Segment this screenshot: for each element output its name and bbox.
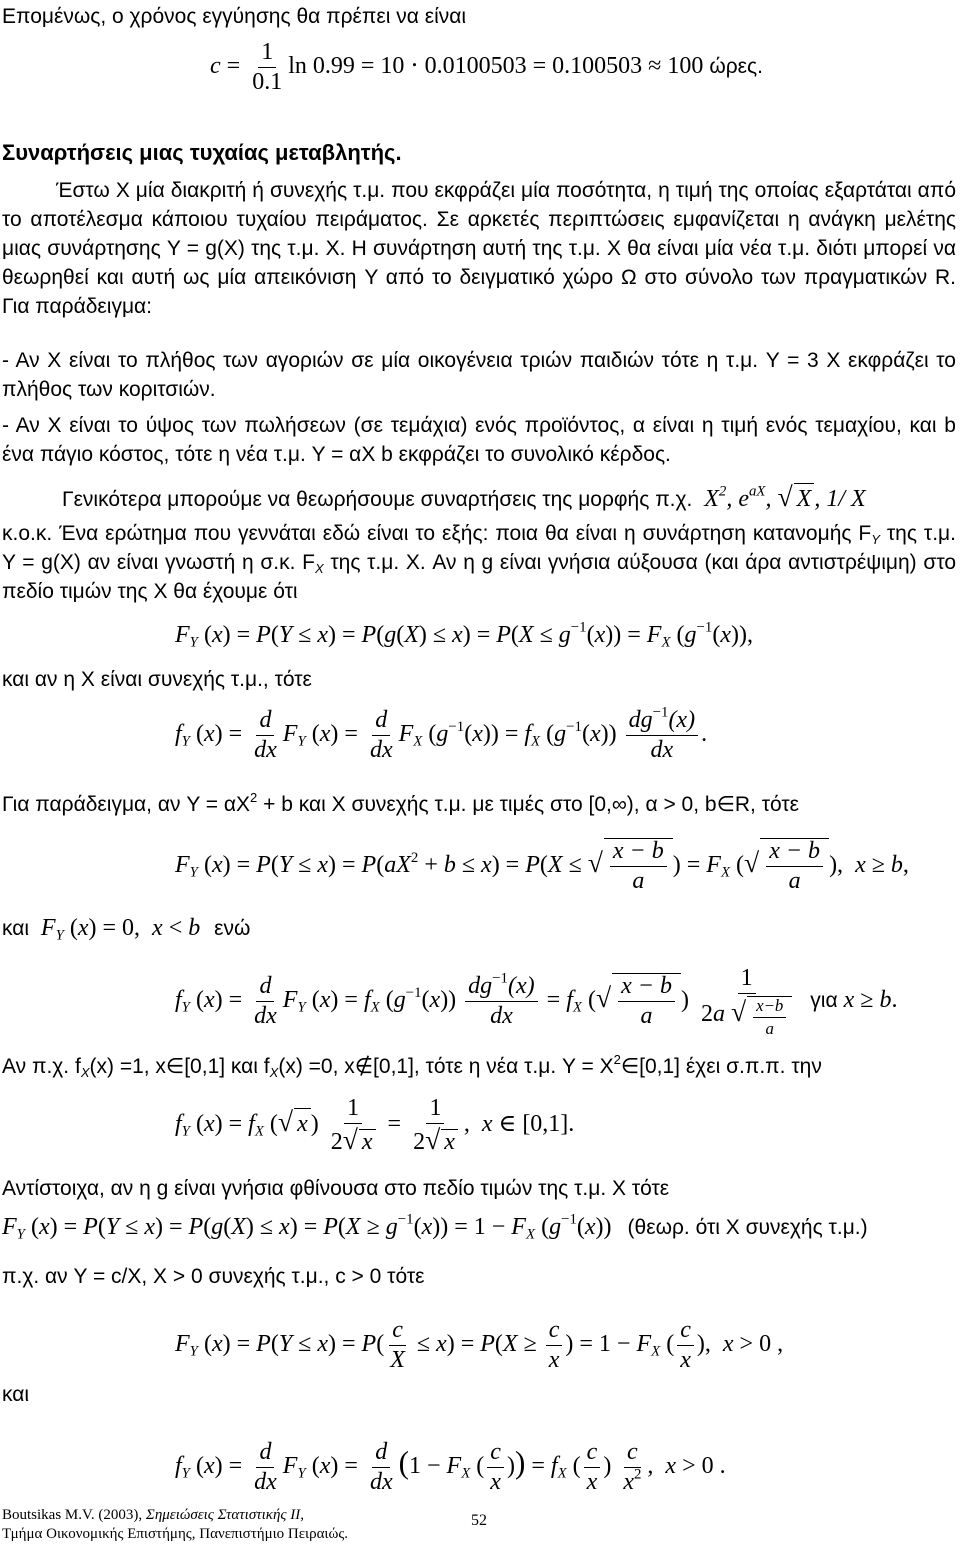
paragraph-cdf-zero: και $F_Y$ (x) = 0, x < b ενώ — [2, 915, 251, 944]
paragraph-continuous: και αν η X είναι συνεχής τ.μ., τότε — [2, 668, 312, 691]
uniform-sub-2: X — [269, 1064, 279, 1080]
continuous-note: (θεωρ. ότι X συνεχής τ.μ.) — [627, 1216, 868, 1239]
question-part-1: κ.ο.κ. Ένα ερώτημα που γεννάται εδώ είναι το εξής: ποια θα είναι η συνάρτηση κατανομής F — [2, 522, 872, 545]
page-number: 52 — [471, 1512, 487, 1529]
equation-pdf-example: $f_Y$ (x) = $\frac{d}{dx}$ $F_Y$ $(x) = f_X$ $(g^{-1}(x))$ $\frac{dg^{-1}(x)}{dx}$ = $f_X$ (√ $\frac{x - b}{a}$ ) 1 2a √ $\frac{x-b}{a}$ για x ≥ b. — [175, 965, 898, 1038]
footer-author: Boutsikas M.V. (2003), — [2, 1507, 143, 1523]
quadratic-sup: 2 — [250, 789, 258, 805]
quadratic-part-1: Για παράδειγμα, αν Y = αX — [2, 793, 251, 816]
question-part-2: της τ.μ. Y = g(X) αν είναι γνωστή η σ.κ. F — [2, 522, 956, 574]
equation-pdf-increasing: $f_Y$ (x) = $\frac{d}{dx}$ $F_Y$ (x) = $\frac{d}{dx}$ $F_X$ $(g^{-1}(x)) = f_X$ $(g^{-1}(x))$ $\frac{dg^{-1}(x)}{dx}$ . — [175, 704, 708, 764]
footer-title: Σημειώσεις Στατιστικής ΙΙ, — [145, 1507, 304, 1523]
question-sub-x: X — [314, 560, 324, 576]
question-sub-y: Y — [871, 531, 880, 547]
equation-warranty: c = $\frac{1}{0.1}$ ln 0.99 = 10 ⋅ 0.0100503 = 0.100503 ≈ 100 ώρες. — [210, 39, 763, 96]
uniform-part-1: Αν π.χ. f — [2, 1055, 81, 1078]
paragraph-intro-functions: Έστω X μία διακριτή ή συνεχής τ.μ. που εκφράζει μία ποσότητα, η τιμή της οποίας εξαρτάται από το αποτέλεσμα κάποιου τυχαίου πειράματος. Σε αρκετές περιπτώσεις εμφανίζεται η ανάγκη μελέτης μιας συνάρτησης Y = g(X) της τ.μ. X. Η συνάρτηση αυτή της τ.μ. X θα είναι μία νέα τ.μ. διότι μπορεί να θεωρηθεί και αυτή ως μία απεικόνιση Y από το δειγματικό χώρο Ω στο σύνολο των πραγματικών R. Για παράδειγμα: — [2, 179, 956, 318]
paragraph-and: και — [2, 1383, 30, 1406]
paragraph-reciprocal: π.χ. αν Y = c/X, X > 0 συνεχής τ.μ., c > 0 τότε — [2, 1265, 425, 1288]
cdf-zero-tail: ενώ — [214, 917, 251, 940]
uniform-sub-1: X — [80, 1064, 90, 1080]
cdf-zero-lead: και — [2, 917, 30, 940]
hours-label: ώρες. — [709, 55, 763, 79]
footer-citation — [2, 1505, 304, 1525]
uniform-sup: 2 — [613, 1051, 621, 1067]
intro-text: Επομένως, ο χρόνος εγγύησης θα πρέπει να είναι — [2, 5, 467, 28]
paragraph-uniform — [2, 1052, 822, 1081]
equation-cdf-example: $F_Y$ $(x) = P(Y \le x) = P(aX^2 + b \le x) = P(X$ ≤ √ $\frac{x - b}{a}$ ) = $F_X$ (√ $\frac{x - b}{a}$ ), x ≥ b, — [175, 838, 909, 895]
paragraph-example-boys: - Αν X είναι το πλήθος των αγοριών σε μία οικογένεια τριών παιδιών τότε η τ.μ. Y = 3 X εκφράζει το πλήθος των κοριτσιών. — [2, 349, 956, 401]
section-heading: Συναρτήσεις μιας τυχαίας μεταβλητής. — [2, 140, 402, 165]
equation-pdf-reciprocal: $f_Y$ (x) = $\frac{d}{dx}$ $F_Y$ (x) = $\frac{d}{dx}$ ($1 - F_X$ ( $\frac{c}{x}$ )) = $f_X$ ( $\frac{c}{x}$ ) $\frac{c}{x^2}$ , x > 0 . — [175, 1439, 726, 1496]
paragraph-question — [2, 519, 956, 606]
paragraph-decreasing: Αντίστοιχα, αν η g είναι γνήσια φθίνουσα στο πεδίο τιμών της τ.μ. X τότε — [2, 1177, 670, 1200]
uniform-part-4: ∈[0,1] έχει σ.π.π. την — [620, 1055, 822, 1078]
paragraph-example-quadratic — [2, 790, 799, 819]
uniform-part-3: (x) =0, x∉[0,1], τότε η νέα τ.μ. Y = X — [278, 1055, 614, 1078]
paragraph-general-forms — [62, 482, 866, 514]
general-forms-lead: Γενικότερα μπορούμε να θεωρήσουμε συναρτήσεις της μορφής π.χ. — [62, 488, 693, 511]
question-part-3: της τ.μ. X. Αν η g είναι γνήσια αύξουσα (και άρα αντιστρέψιμη) στο πεδίο τιμών της X θα έχουμε ότι — [2, 551, 956, 603]
equation-pdf-uniform: $f_Y$ $(x) = f_X$ (√ x ) $\frac{1}{2√ x}$ = $\frac{1}{2√ x}$ , x ∈ [0,1]. — [175, 1095, 575, 1156]
forms-list: $X^2$, $e^{aX}$, √ X , 1/ X — [704, 481, 866, 512]
equation-cdf-decreasing: $F_Y$ $(x) = P(Y \le x) = P(g(X) \le x) = P(X \ge g^{-1}(x)) = 1 - F_X$ $(g^{-1}(x))$ (θεωρ. ότι X συνεχής τ.μ.) — [2, 1211, 868, 1243]
for-label: για — [810, 989, 838, 1013]
equation-cdf-increasing: $F_Y$ $(x) = P(Y \le x) = P(g(X) \le x) = P(X \le g^{-1}(x)) = F_X$ $(g^{-1}(x))$, — [175, 619, 753, 651]
paragraph-example-profit: - Αν X είναι το ύψος των πωλήσεων (σε τεμάχια) ενός προϊόντος, α είναι η τιμή ενός τεμαχίου, και b ένα πάγιο κόστος, τότε η νέα τ.μ. Y = αX b εκφράζει το συνολικό κέρδος. — [2, 414, 956, 466]
uniform-part-2: (x) =1, x∈[0,1] και f — [89, 1055, 270, 1078]
equation-cdf-reciprocal: $F_Y$ (x) = P(Y ≤ x) = P( $\frac{c}{X}$ ≤ x) = P(X ≥ $\frac{c}{x}$ ) = $1 - F_X$ ( $\frac{c}{x}$ ), x > 0 , — [175, 1317, 784, 1374]
footer-department: Τμήμα Οικονομικής Επιστήμης, Πανεπιστήμιο Πειραιώς. — [2, 1526, 349, 1542]
quadratic-part-2: + b και X συνεχής τ.μ. με τιμές στο [0,∞), α > 0, b∈R, τότε — [263, 793, 800, 816]
